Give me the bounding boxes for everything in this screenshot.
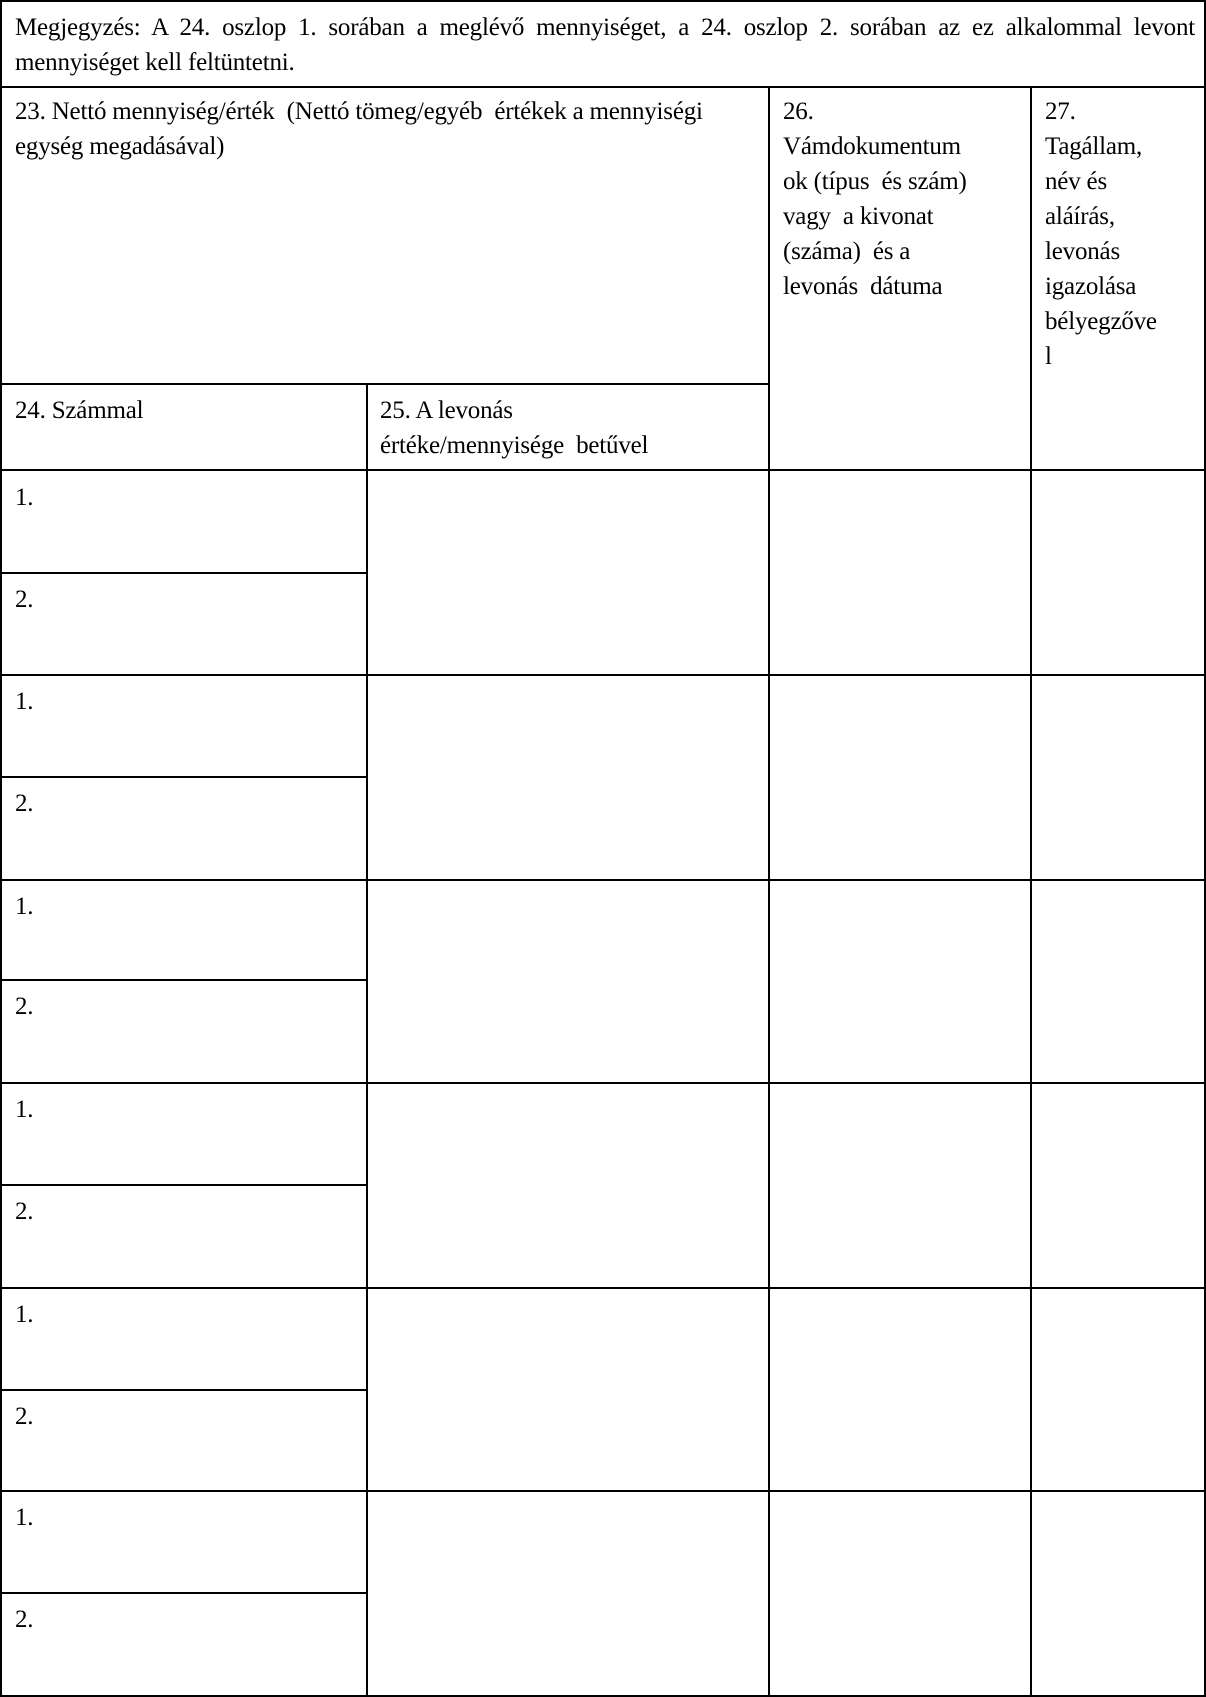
row-label: 2. (15, 1198, 34, 1225)
row-label: 2. (15, 790, 34, 817)
row-label: 1. (15, 1096, 34, 1123)
row-label: 1. (15, 893, 34, 920)
border-left (0, 0, 2, 1697)
subrow-divider (0, 1184, 367, 1186)
group-divider (0, 1287, 1206, 1289)
header-col27: 27. Tagállam, név és aláírás, levonás igazolása bélyegzőve l (1045, 98, 1157, 370)
subrow-divider (0, 1389, 367, 1391)
col-divider-24-25 (366, 383, 368, 1697)
group-divider (0, 879, 1206, 881)
row-label: 2. (15, 993, 34, 1020)
header-col23-divider (0, 383, 770, 385)
row-label: 1. (15, 1301, 34, 1328)
group-divider (0, 1490, 1206, 1492)
group-divider (0, 1082, 1206, 1084)
row-label: 2. (15, 1606, 34, 1633)
row-label: 1. (15, 484, 34, 511)
header-col23: 23. Nettó mennyiség/érték (Nettó tömeg/egyéb értékek a mennyiségi egység megadásával) (15, 98, 715, 160)
border-top (0, 0, 1206, 2)
subrow-divider (0, 1592, 367, 1594)
row-label: 1. (15, 688, 34, 715)
row-label: 1. (15, 1504, 34, 1531)
col-divider-25-26 (768, 86, 770, 1697)
note-text: Megjegyzés: A 24. oszlop 1. sorában a meglévő mennyiséget, a 24. oszlop 2. sorában az ez alkalommal levont mennyiséget kell feltüntetni. (15, 14, 1202, 76)
col-divider-26-27 (1030, 86, 1032, 1697)
row-label: 2. (15, 586, 34, 613)
note-row-divider (0, 86, 1206, 88)
group-divider (0, 674, 1206, 676)
row-label: 2. (15, 1403, 34, 1430)
subrow-divider (0, 979, 367, 981)
header-col26: 26. Vámdokumentum ok (típus és szám) vagy a kivonat (száma) és a levonás dátuma (783, 98, 967, 300)
subrow-divider (0, 572, 367, 574)
header-col25: 25. A levonás értéke/mennyisége betűvel (380, 397, 649, 459)
header-col24: 24. Számmal (15, 397, 144, 424)
header-bottom-divider (0, 469, 1206, 471)
subrow-divider (0, 776, 367, 778)
